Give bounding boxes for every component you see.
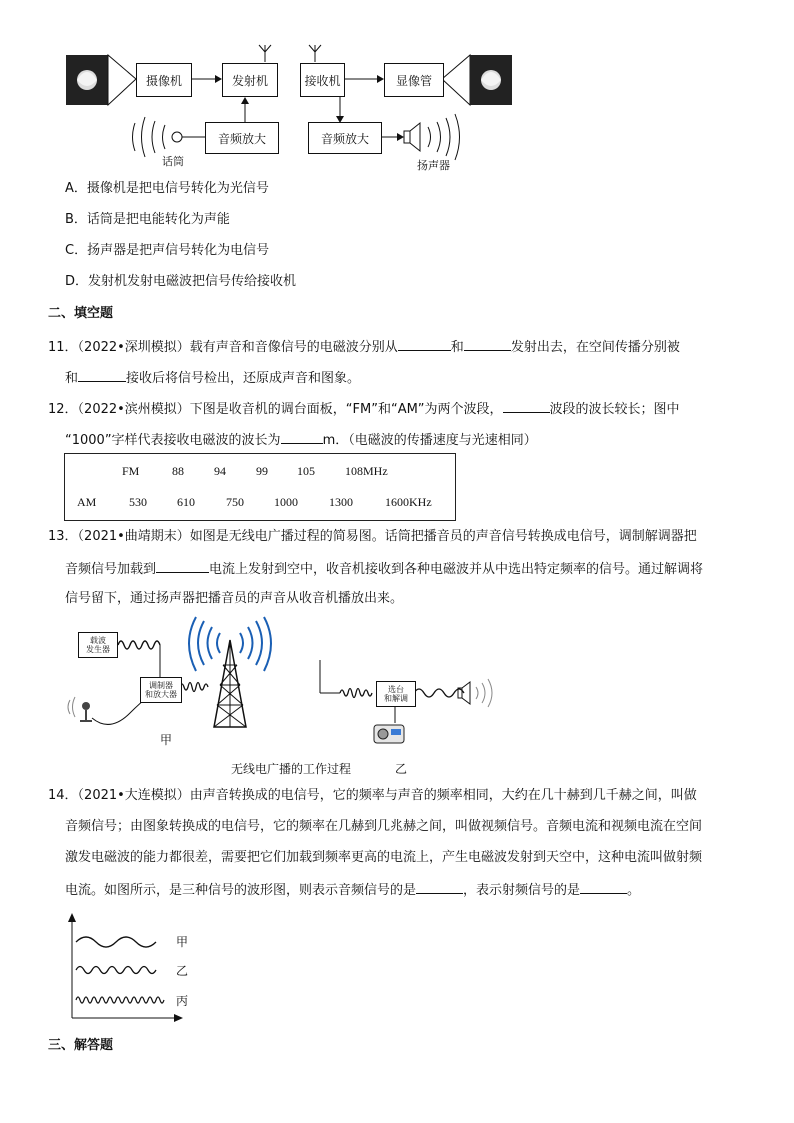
- modulator-box: [140, 677, 182, 703]
- microphone-label: 话筒: [162, 155, 184, 168]
- option-b: B．话筒是把电能转化为声能: [65, 212, 230, 227]
- receiver-box: 接收机: [300, 63, 345, 97]
- fm-value: 105: [297, 464, 315, 478]
- answer-blank: [416, 880, 463, 894]
- q13-text-2a: 音频信号加载到: [65, 562, 157, 577]
- q14-text-4b: ，表示射频信号的是: [463, 883, 581, 898]
- wave-label-yi: 乙: [176, 964, 189, 978]
- am-value: 750: [226, 495, 244, 509]
- speaker-label: 扬声器: [417, 159, 450, 172]
- q11-text-1: 11．（2022•深圳模拟）载有声音和音像信号的电磁波分别从: [48, 340, 398, 355]
- tuner-label-2: 和解调: [384, 694, 408, 703]
- fm-value: 99: [256, 464, 268, 478]
- wave-label-jia: 甲: [176, 935, 189, 949]
- q13-text-2b: 电流上发射到空中，收音机接收到各种电磁波并从中选出特定频率的信号。通过解调将: [209, 562, 704, 577]
- radio-dial-panel: [64, 453, 456, 521]
- am-label: AM: [77, 495, 97, 509]
- q11-text-4: 和: [65, 371, 79, 386]
- q11-text-3: 发射出去，在空间传播分别被: [510, 340, 680, 355]
- q11-text-5: 接收后将信号检出，还原成声音和图象。: [126, 371, 361, 386]
- question-14-line-4: [65, 880, 640, 900]
- audio-amplifier-left-box: 音频放大: [205, 122, 279, 154]
- am-value: 1300: [329, 495, 353, 509]
- carrier-generator-box: [78, 632, 118, 658]
- q14-text-4a: 电流。如图所示，是三种信号的波形图，则表示音频信号的是: [65, 883, 417, 898]
- answer-blank: [78, 368, 126, 382]
- tuner-demodulator-box: [376, 681, 416, 707]
- question-11-line-1: [48, 337, 680, 357]
- answer-blank: [281, 430, 323, 444]
- transmitter-box: 发射机: [222, 63, 278, 97]
- q12-text-3: “1000”字样代表接收电磁波的波长为: [65, 433, 281, 448]
- question-11-line-2: [65, 368, 360, 388]
- question-13-line-2: [65, 559, 703, 579]
- waveform-drawing: [0, 910, 794, 1030]
- answer-blank: [398, 337, 451, 351]
- question-12-line-1: [48, 399, 680, 419]
- wave-label-bing: 丙: [176, 994, 189, 1008]
- audio-amplifier-right-box: 音频放大: [308, 122, 382, 154]
- question-12-line-2: [65, 430, 537, 450]
- answer-blank: [156, 559, 209, 573]
- fm-value: 88: [172, 464, 184, 478]
- fm-label: FM: [122, 464, 140, 478]
- question-14-line-2: 音频信号；由图象转换成的电信号，它的频率在几赫到几兆赫之间，叫做视频信号。音频电流和视频电流在空间: [65, 819, 703, 834]
- carrier-generator-label-1: 载波: [90, 636, 106, 645]
- camera-box: 摄像机: [136, 63, 192, 97]
- fm-value: 94: [214, 464, 226, 478]
- question-14-line-1: 14．（2021•大连模拟）由声音转换成的电信号，它的频率与声音的频率相同，大约在几十赫到几千赫之间，叫做: [48, 788, 697, 803]
- question-13-line-3: 信号留下，通过扬声器把播音员的声音从收音机播放出来。: [65, 591, 404, 606]
- am-value: 530: [129, 495, 147, 509]
- am-value: 610: [177, 495, 195, 509]
- option-c: C．扬声器是把声信号转化为电信号: [65, 243, 270, 258]
- carrier-generator-label-2: 发生器: [86, 645, 110, 654]
- question-14-line-3: 激发电磁波的能力都很差，需要把它们加载到频率更高的电流上，产生电磁波发射到天空中，这种电流叫做射频: [65, 850, 703, 865]
- modulator-label-1: 调制器: [149, 681, 173, 690]
- tuner-label-1: 选台: [388, 685, 404, 694]
- fm-value: 108MHz: [345, 464, 388, 478]
- option-a: A．摄像机是把电信号转化为光信号: [65, 181, 269, 196]
- question-13-line-1: 13．（2021•曲靖期末）如图是无线电广播过程的简易图。话筒把播音员的声音信号转换成电信号，调制解调器把: [48, 529, 697, 544]
- modulator-label-2: 和放大器: [145, 690, 177, 699]
- q12-text-2: 波段的波长较长；图中: [549, 402, 680, 417]
- answer-blank: [464, 337, 511, 351]
- am-value: 1000: [274, 495, 298, 509]
- section-answer: 三、解答题: [48, 1038, 114, 1053]
- display-tube-box: 显像管: [384, 63, 444, 97]
- label-yi: 乙: [395, 762, 408, 776]
- answer-blank: [503, 399, 550, 413]
- option-d: D．发射机发射电磁波把信号传给接收机: [65, 274, 297, 289]
- q12-text-4: m．（电磁波的传播速度与光速相同）: [322, 433, 537, 448]
- q14-text-4c: 。: [627, 883, 641, 898]
- section-fill-in-blank: 二、填空题: [48, 306, 114, 321]
- q12-text-1: 12．（2022•滨州模拟）下图是收音机的调台面板，“FM”和“AM”为两个波段，: [48, 402, 503, 417]
- radio-diagram-caption: 无线电广播的工作过程: [231, 762, 352, 776]
- q11-text-2: 和: [450, 340, 464, 355]
- am-value: 1600KHz: [385, 495, 432, 509]
- label-jia: 甲: [160, 733, 173, 747]
- answer-blank: [580, 880, 627, 894]
